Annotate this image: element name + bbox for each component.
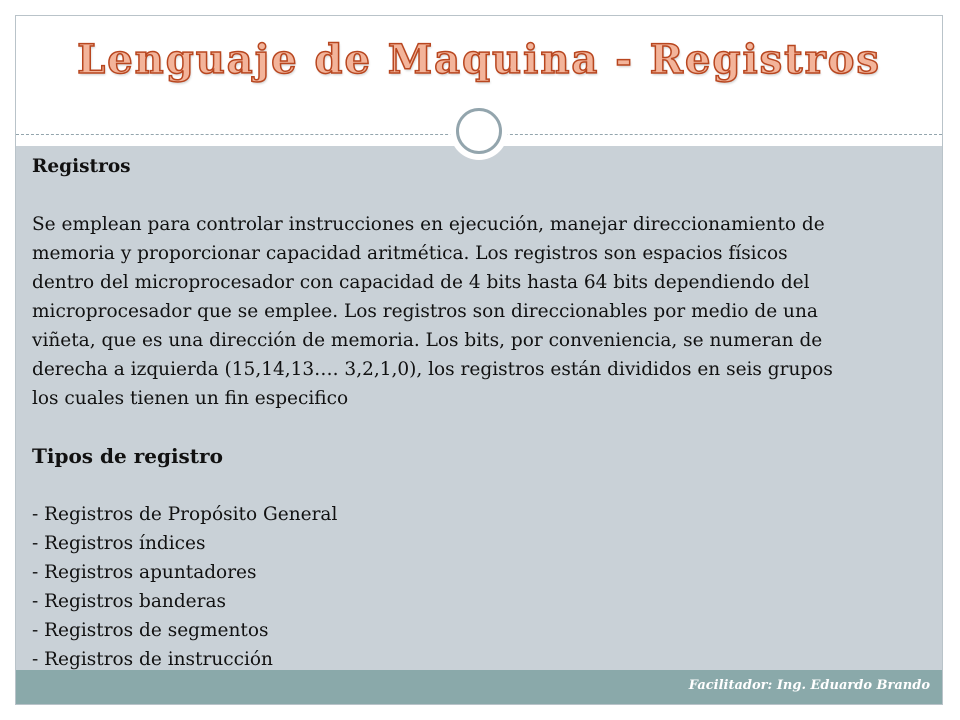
paragraph-line: dentro del microprocesador con capacidad de 4 bits hasta 64 bits dependiendo del [32, 272, 810, 293]
register-types-list [32, 500, 922, 674]
description-paragraph [32, 210, 922, 413]
list-item: - Registros de Propósito General [32, 504, 338, 525]
paragraph-line: Se emplean para controlar instrucciones en ejecución, manejar direccionamiento de [32, 214, 825, 235]
slide [15, 15, 943, 705]
list-item: - Registros índices [32, 533, 206, 554]
ring-icon [456, 108, 502, 154]
section-heading: Registros [32, 156, 131, 177]
list-item: - Registros de segmentos [32, 620, 269, 641]
content-area [16, 146, 942, 670]
paragraph-line: los cuales tienen un fin especifico [32, 388, 349, 409]
divider-circle-icon [450, 102, 508, 160]
paragraph-line: memoria y proporcionar capacidad aritmética. Los registros son espacios físicos [32, 243, 788, 264]
paragraph-line: derecha a izquierda (15,14,13…. 3,2,1,0), los registros están divididos en seis grupos [32, 359, 833, 380]
slide-title: Lenguaje de Maquina - Registros [77, 36, 881, 83]
paragraph-line: viñeta, que es una dirección de memoria. Los bits, por conveniencia, se numeran de [32, 330, 823, 351]
list-item: - Registros de instrucción [32, 649, 273, 670]
body-text [32, 148, 922, 674]
footer-bar [16, 670, 942, 704]
list-item: - Registros banderas [32, 591, 226, 612]
list-item: - Registros apuntadores [32, 562, 257, 583]
paragraph-line: microprocesador que se emplee. Los registros son direccionables por medio de una [32, 301, 818, 322]
footer-credit: Facilitador: Ing. Eduardo Brando [688, 678, 930, 693]
types-heading: Tipos de registro [32, 444, 223, 468]
